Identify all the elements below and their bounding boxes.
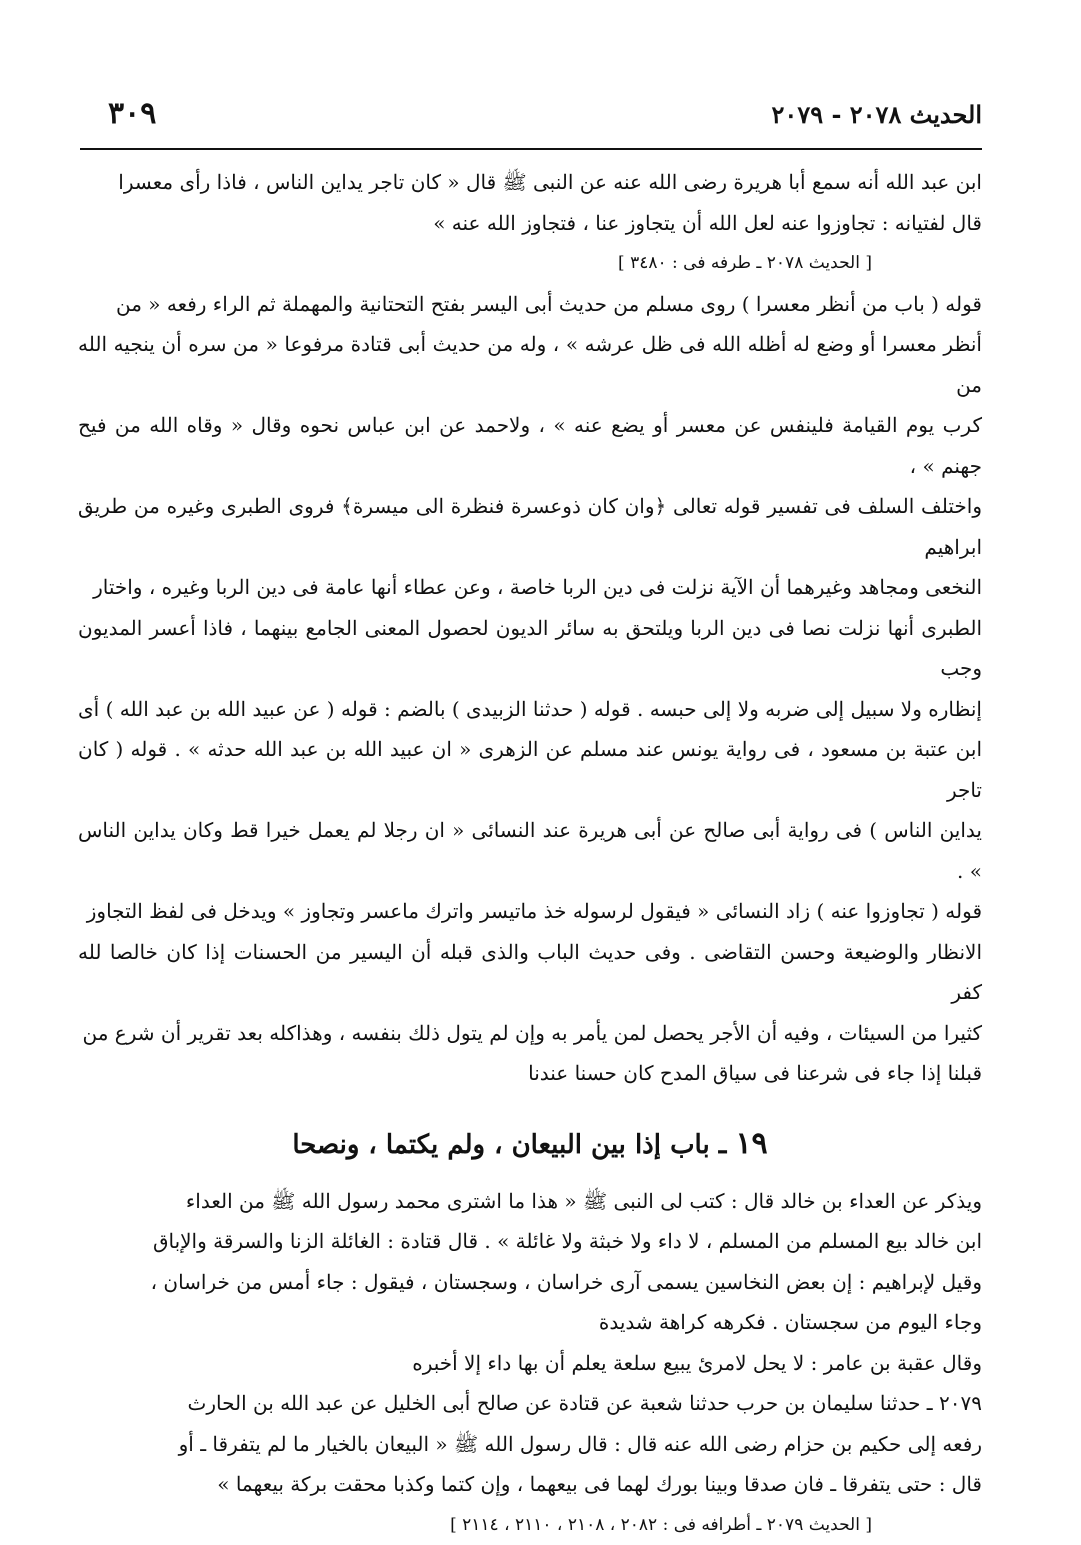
commentary-line: الانظار والوضيعة وحسن التقاضى . وفى حديث الباب والذى قبله أن اليسير من الحسنات إذا كان خالصا لله كفر bbox=[78, 932, 982, 1013]
chapter-number: ١٩ bbox=[735, 1126, 767, 1161]
hadith-text-line: ٢٠٧٩ ـ حدثنا سليمان بن حرب حدثنا شعبة عن قتادة عن صالح أبى الخليل عن عبد الله بن الحارث bbox=[78, 1383, 982, 1424]
page-header bbox=[80, 96, 982, 146]
commentary-line: أنظر معسرا أو وضع له أظله الله فى ظل عرشه » ، وله من حديث أبى قتادة مرفوعا « من سره أن ينجيه الله من bbox=[78, 324, 982, 405]
hadith-text-line: قال لفتيانه : تجاوزوا عنه لعل الله أن يتجاوز عنا ، فتجاوز الله عنه » bbox=[78, 203, 982, 244]
commentary-line: كثيرا من السيئات ، وفيه أن الأجر يحصل لمن يأمر به وإن لم يتول ذلك بنفسه ، وهذاكله بعد تقرير أن شرع من bbox=[78, 1013, 982, 1054]
page-body bbox=[78, 162, 982, 1545]
hadith-text-line: قال : حتى يتفرقا ـ فان صدقا وبينا بورك لهما فى بيعهما ، وإن كتما وكذبا محقت بركة بيعهما » bbox=[78, 1464, 982, 1505]
commentary bbox=[78, 284, 982, 1094]
chapter-text-line: وقيل لإبراهيم : إن بعض النخاسين يسمى آرى خراسان ، وسجستان ، فيقول : جاء أمس من خراسان ، bbox=[78, 1262, 982, 1303]
commentary-line: يداين الناس ) فى رواية أبى صالح عن أبى هريرة عند النسائى « ان رجلا لم يعمل خيرا قط وكان يداين الناس » . bbox=[78, 810, 982, 891]
hadith-text-line: ابن عبد الله أنه سمع أبا هريرة رضى الله عنه عن النبى ﷺ قال « كان تاجر يداين الناس ، فاذا رأى معسرا bbox=[78, 162, 982, 203]
hadith-reference: [ الحديث ٢٠٧٩ ـ أطرافه فى : ٢٠٨٢ ، ٢١٠٨ ، ٢١١٠ ، ٢١١٤ ] bbox=[78, 1505, 982, 1545]
chapter-title: إذا بين البيعان ، ولم يكتما ، ونصحا bbox=[292, 1130, 661, 1160]
chapter-text-line: وجاء اليوم من سجستان . فكرهه كراهة شديدة bbox=[78, 1302, 982, 1343]
commentary-line: ابن عتبة بن مسعود ، فى رواية يونس عند مسلم عن الزهرى « ان عبيد الله بن عبد الله حدثه » . قوله ( كان تاجر bbox=[78, 729, 982, 810]
running-title: الحديث ٢٠٧٨ - ٢٠٧٩ bbox=[772, 100, 982, 129]
commentary-line: كرب يوم القيامة فلينفس عن معسر أو يضع عنه » ، ولاحمد عن ابن عباس نحوه وقال « وقاه الله من فيح جهنم » ، bbox=[78, 405, 982, 486]
hadith-text-line: رفعه إلى حكيم بن حزام رضى الله عنه قال : قال رسول الله ﷺ « البيعان بالخيار ما لم يتفرقا ـ أو bbox=[78, 1424, 982, 1465]
hadith-2079 bbox=[78, 1383, 982, 1545]
chapter-text bbox=[78, 1181, 982, 1384]
chapter-text-line: ويذكر عن العداء بن خالد قال : كتب لى النبى ﷺ « هذا ما اشترى محمد رسول الله ﷺ من العداء bbox=[78, 1181, 982, 1222]
commentary-line: إنظاره ولا سبيل إلى ضربه ولا إلى حبسه . قوله ( حدثنا الزبيدى ) بالضم : قوله ( عن عبيد الله بن عبد الله ) أى bbox=[78, 689, 982, 730]
commentary-line: النخعى ومجاهد وغيرهما أن الآية نزلت فى دين الربا خاصة ، وعن عطاء أنها عامة فى دين الربا وغيره ، واختار bbox=[78, 567, 982, 608]
chapter-text-line: ابن خالد بيع المسلم من المسلم ، لا داء ولا خبثة ولا غائلة » . قال قتادة : الغائلة الزنا والسرقة والإباق bbox=[78, 1221, 982, 1262]
header-rule bbox=[80, 148, 982, 150]
chapter-heading bbox=[78, 1122, 982, 1167]
commentary-line: الطبرى أنها نزلت نصا فى دين الربا ويلتحق به سائر الديون لحصول المعنى الجامع بينهما ، فاذا أعسر المديون وجب bbox=[78, 608, 982, 689]
commentary-line: قبلنا إذا جاء فى شرعنا فى سياق المدح كان حسنا عندنا bbox=[78, 1053, 982, 1094]
hadith-reference: [ الحديث ٢٠٧٨ ـ طرفه فى : ٣٤٨٠ ] bbox=[78, 243, 982, 284]
commentary-line: قوله ( باب من أنظر معسرا ) روى مسلم من حديث أبى اليسر بفتح التحتانية والمهملة ثم الراء رفعه « من bbox=[78, 284, 982, 325]
commentary-line: واختلف السلف فى تفسير قوله تعالى ﴿وان كان ذوعسرة فنظرة الى ميسرة﴾ فروى الطبرى وغيره من طريق ابراهيم bbox=[78, 486, 982, 567]
chapter-word: ـ باب bbox=[670, 1130, 726, 1160]
page-number: ٣٠٩ bbox=[108, 96, 156, 131]
chapter-text-line: وقال عقبة بن عامر : لا يحل لامرئ يبيع سلعة يعلم أن بها داء إلا أخبره bbox=[78, 1343, 982, 1384]
commentary-line: قوله ( تجاوزوا عنه ) زاد النسائى « فيقول لرسوله خذ ماتيسر واترك ماعسر وتجاوز » ويدخل فى لفظ التجاوز bbox=[78, 891, 982, 932]
